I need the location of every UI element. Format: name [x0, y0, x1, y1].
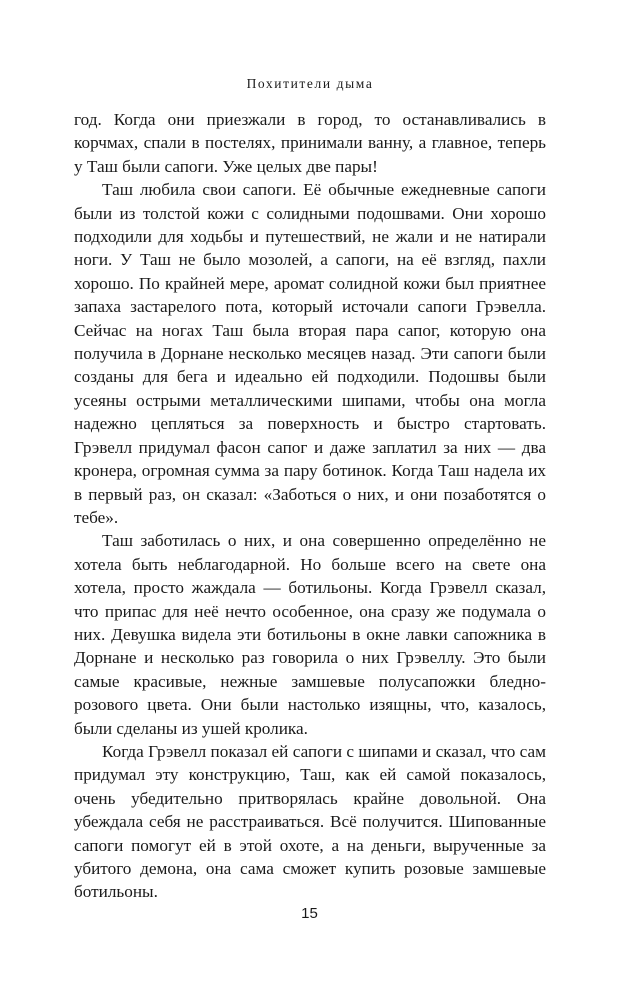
paragraph: год. Когда они приезжали в город, то останавливались в корчмах, спали в постелях, принимали ванну, а главное, теперь у Таш были сапоги. Уже целых две пары!	[74, 110, 546, 176]
body-text	[74, 108, 546, 904]
paragraph: Когда Грэвелл показал ей сапоги с шипами и сказал, что сам придумал эту конструкцию, Таш, как ей самой показалось, очень убедительно притворялась крайне довольной. Она убеждала себя не расстраиваться. Всё получится. Шипованные сапоги помогут ей в этой охоте, а на деньги, вырученные за убитого демона, она сама сможет купить розовые замшевые ботильоны.	[74, 741, 546, 902]
paragraph: Таш любила свои сапоги. Её обычные ежедневные сапоги были из толстой кожи с солидными подошвами. Они хорошо подходили для ходьбы и путешествий, не жали и не натирали ноги. У Таш не было мозолей, а сапоги, на её взгляд, пахли хорошо. По крайней мере, аромат солидной кожи был приятнее запаха застарелого пота, который источали сапоги Грэвелла. Сейчас на ногах Таш была вторая пара сапог, которую она получила в Дорнане несколько месяцев назад. Эти сапоги были созданы для бега и идеально ей подходили. Подошвы были усеяны острыми металлическими шипами, чтобы она могла надежно цепляться за поверхность и быстро стартовать. Грэвелл придумал фасон сапог и даже заплатил за них — два кронера, огромная сумма за пару ботинок. Когда Таш надела их в первый раз, он сказал: «Заботься о них, и они позаботятся о тебе».	[74, 180, 546, 527]
running-head: Похитители дыма	[246, 76, 374, 91]
page-number: 15	[301, 905, 318, 922]
book-page	[74, 74, 546, 934]
paragraph: Таш заботилась о них, и она совершенно определённо не хотела быть неблагодарной. Но больше всего на свете она хотела, просто жаждала — ботильоны. Когда Грэвелл сказал, что припас для неё нечто особенное, она сразу же подумала о них. Девушка видела эти ботильоны в окне лавки сапожника в Дорнане и несколько раз говорила о них Грэвеллу. Это были самые красивые, нежные замшевые полусапожки бледно-розового цвета. Они были настолько изящны, что, казалось, были сделаны из ушей кролика.	[74, 531, 546, 738]
